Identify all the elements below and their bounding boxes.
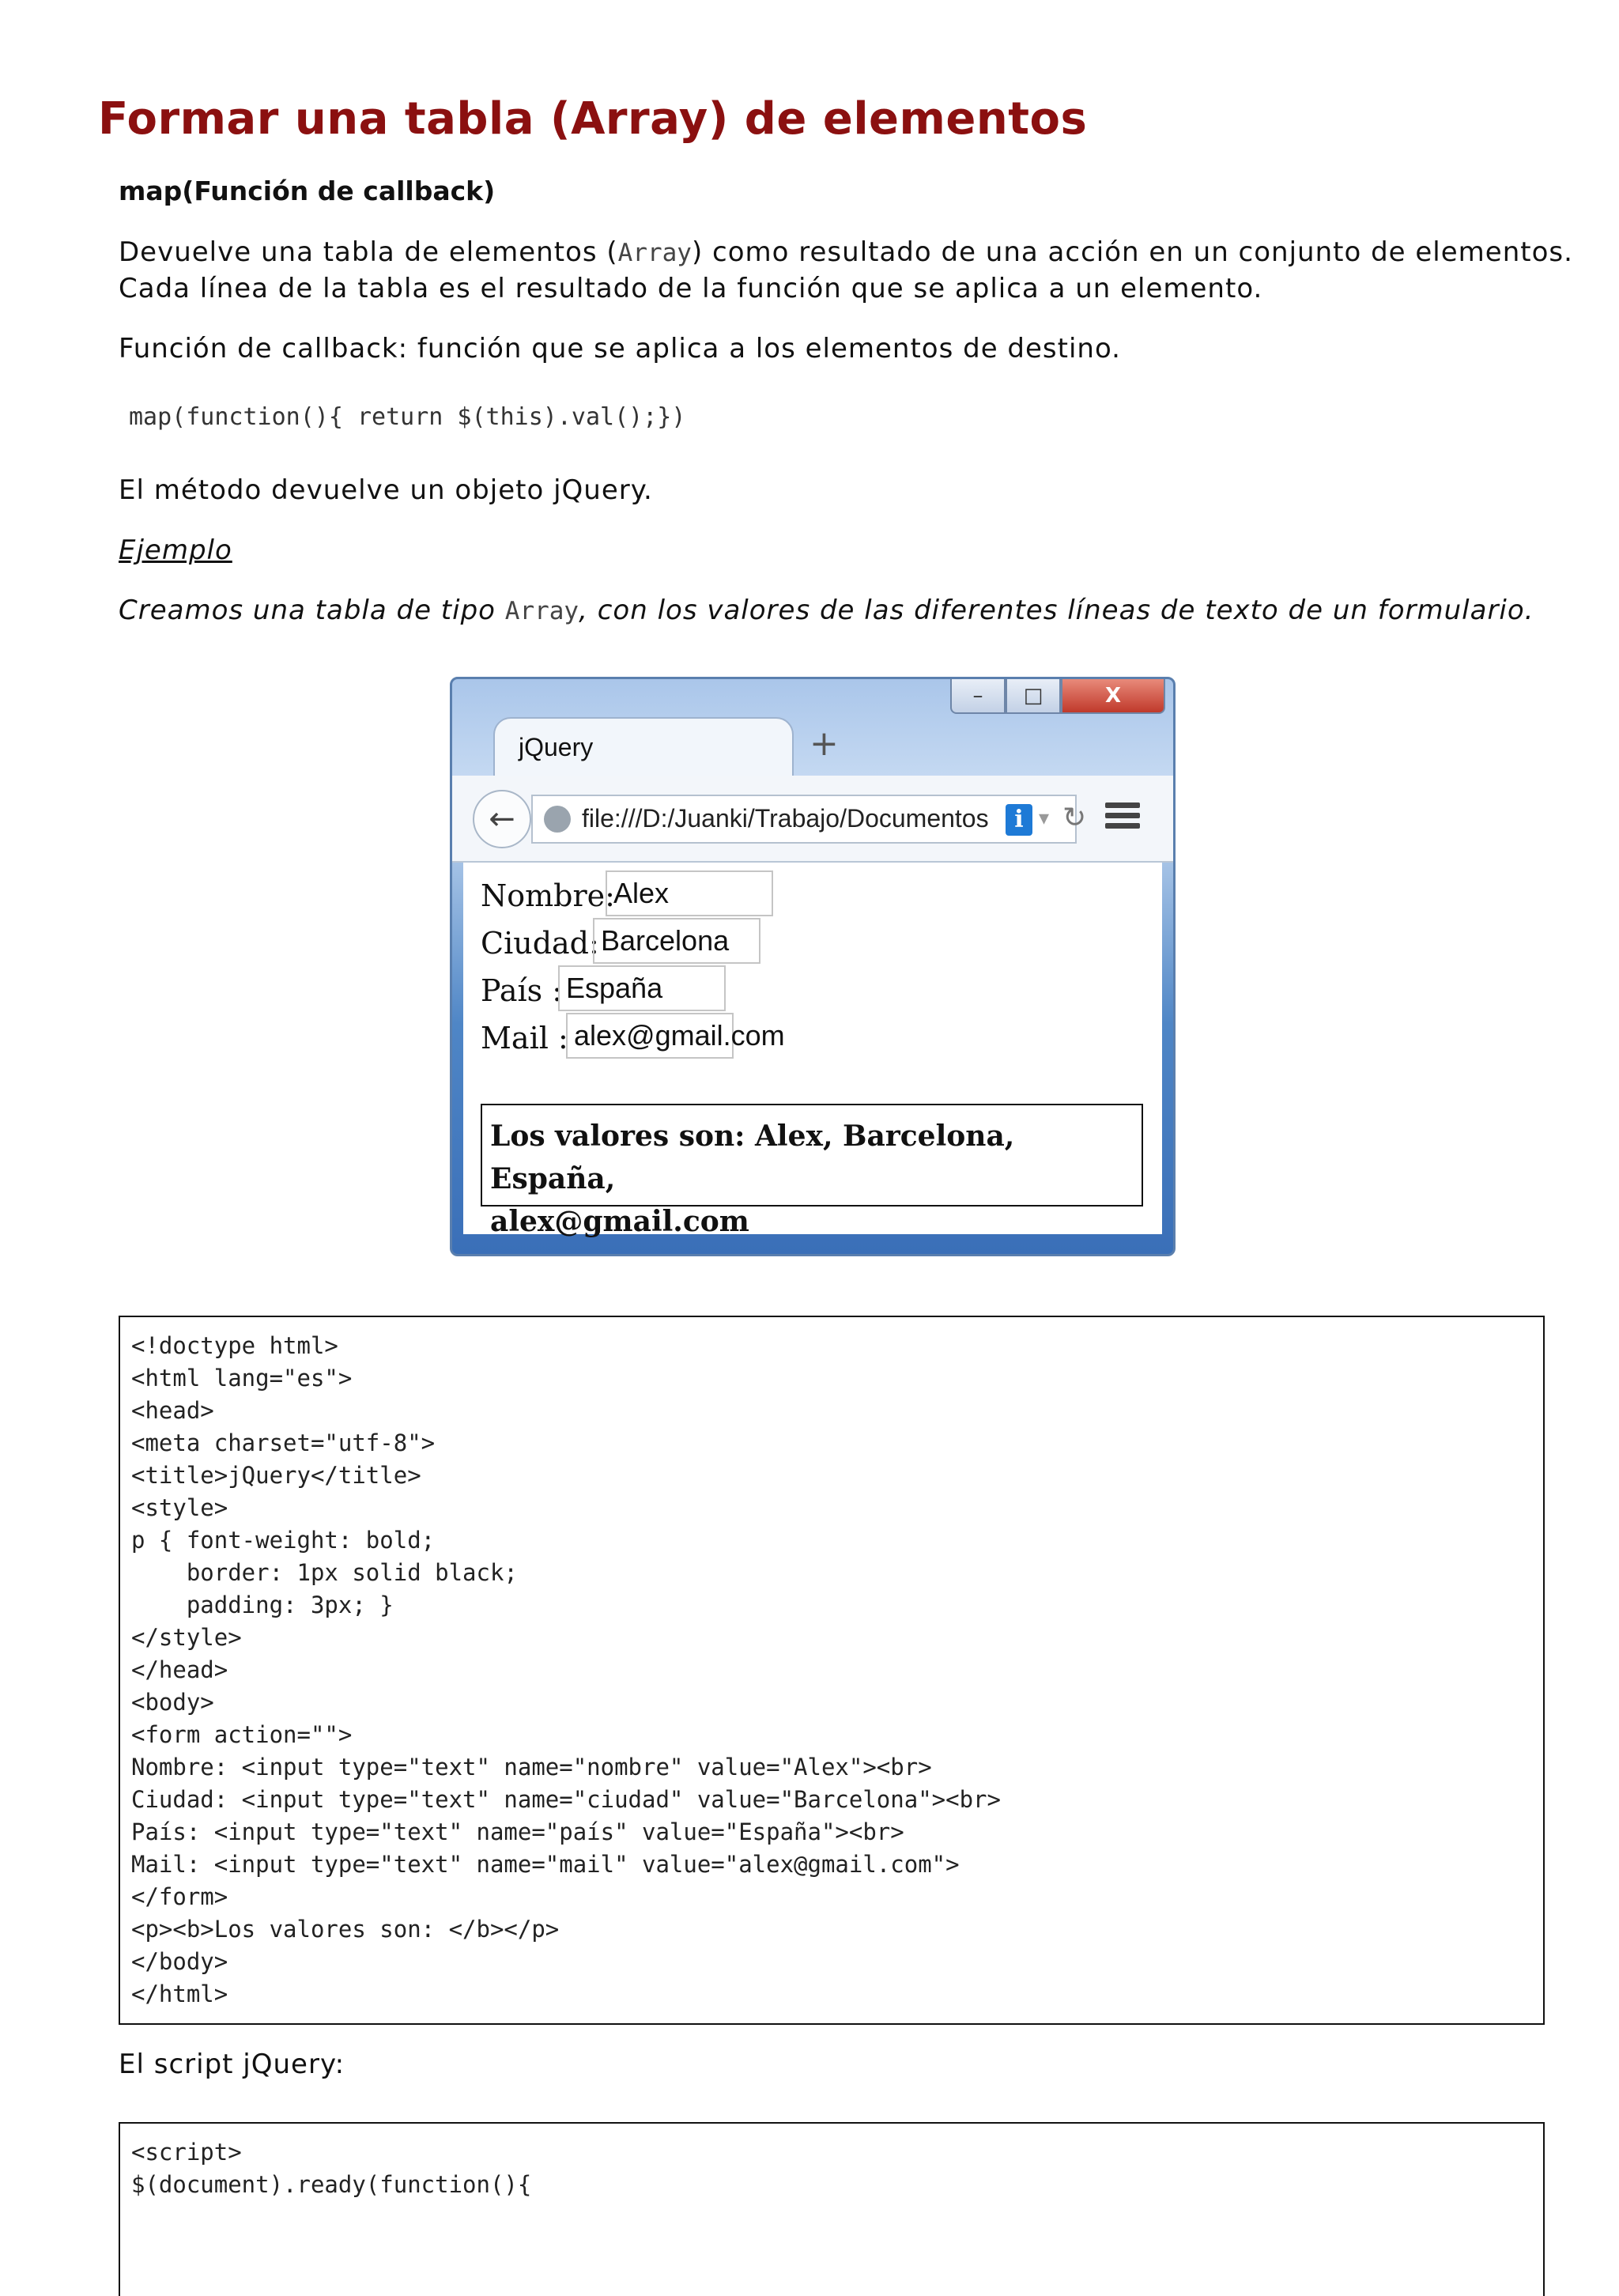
result-line-2: alex@gmail.com (490, 1205, 749, 1238)
info-icon[interactable]: i (1006, 804, 1032, 836)
code-line: <form action=""> (131, 1721, 353, 1748)
code-line: País: <input type="text" name="país" value="España"><br> (131, 1818, 904, 1845)
back-arrow-icon[interactable]: ← (473, 790, 531, 848)
hamburger-menu-icon[interactable] (1105, 802, 1140, 834)
example-label: Ejemplo (119, 534, 232, 566)
example-text-b: , con los valores de las diferentes líneas de texto de un formulario. (579, 595, 1534, 626)
window-controls (950, 679, 1165, 716)
input-nombre[interactable]: Alex (606, 870, 773, 916)
input-ciudad[interactable]: Barcelona (593, 918, 760, 964)
code-line: </head> (131, 1656, 228, 1683)
label-pais: País : (481, 973, 563, 1008)
browser-screenshot (450, 677, 1176, 1256)
maximize-button[interactable]: □ (1006, 679, 1061, 714)
description-code: Array (617, 239, 692, 267)
code-line: border: 1px solid black; (131, 1559, 518, 1586)
code-line: $(document).ready(function(){ (131, 2171, 532, 2198)
code-line: padding: 3px; } (131, 1592, 394, 1618)
input-mail[interactable]: alex@gmail.com (566, 1013, 734, 1059)
script-label: El script jQuery: (119, 2049, 345, 2080)
code-line: <p><b>Los valores son: </b></p> (131, 1916, 560, 1943)
browser-content (463, 863, 1162, 1238)
description-text-b: ) como resultado de una acción en un conjunto de elementos. (691, 236, 1573, 268)
result-line-1: Los valores son: Alex, Barcelona, España, (490, 1120, 1015, 1195)
label-mail: Mail : (481, 1021, 568, 1055)
new-tab-icon[interactable]: + (810, 723, 839, 764)
globe-icon (544, 806, 571, 833)
code-line: <meta charset="utf-8"> (131, 1429, 436, 1456)
code-line: <head> (131, 1397, 214, 1424)
navigation-bar (452, 776, 1173, 863)
label-nombre: Nombre: (481, 878, 615, 913)
code-line: <title>jQuery</title> (131, 1462, 421, 1489)
callback-description: Función de callback: función que se aplica a los elementos de destino. (119, 333, 1121, 364)
example-code: Array (504, 597, 579, 625)
code-line: <!doctype html> (131, 1332, 338, 1359)
result-paragraph (481, 1104, 1143, 1238)
code-line: <body> (131, 1689, 214, 1716)
input-pais[interactable]: España (558, 965, 726, 1011)
url-bar[interactable] (531, 795, 1087, 844)
html-code-block (119, 1316, 1545, 2025)
browser-tab[interactable]: jQuery (493, 717, 794, 779)
code-line: </body> (131, 1948, 228, 1975)
script-code-block (119, 2122, 1545, 2296)
code-line: Nombre: <input type="text" name="nombre" value="Alex"><br> (131, 1754, 932, 1781)
url-text: file:///D:/Juanki/Trabajo/Documentos (582, 804, 989, 833)
method-signature: map(Función de callback) (119, 176, 496, 206)
code-line: Ciudad: <input type="text" name="ciudad" value="Barcelona"><br> (131, 1786, 1001, 1813)
minimize-button[interactable]: – (950, 679, 1006, 714)
example-text-a: Creamos una tabla de tipo (119, 595, 505, 626)
example-description (119, 592, 1534, 630)
returns-text: El método devuelve un objeto jQuery. (119, 474, 653, 506)
code-line: <script> (131, 2139, 242, 2166)
code-example: map(function(){ return $(this).val();}) (129, 403, 686, 431)
description-text-a: Devuelve una tabla de elementos ( (119, 236, 618, 268)
description-line-1 (119, 234, 1573, 272)
code-line: </html> (131, 1981, 228, 2007)
page-title: Formar una tabla (Array) de elementos (98, 93, 1088, 145)
code-line: </form> (131, 1883, 228, 1910)
code-line: </style> (131, 1624, 242, 1651)
reload-icon[interactable]: ↻ (1062, 801, 1087, 833)
dropdown-arrow-icon[interactable]: ▾ (1039, 806, 1050, 829)
code-line: <style> (131, 1494, 228, 1521)
close-button[interactable]: X (1061, 679, 1165, 714)
description-line-2: Cada línea de la tabla es el resultado de la función que se aplica a un elemento. (119, 273, 1263, 304)
code-line: Mail: <input type="text" name="mail" value="alex@gmail.com"> (131, 1851, 960, 1878)
label-ciudad: Ciudad: (481, 926, 599, 961)
code-line: <html lang="es"> (131, 1365, 353, 1392)
code-line: p { font-weight: bold; (131, 1527, 436, 1554)
